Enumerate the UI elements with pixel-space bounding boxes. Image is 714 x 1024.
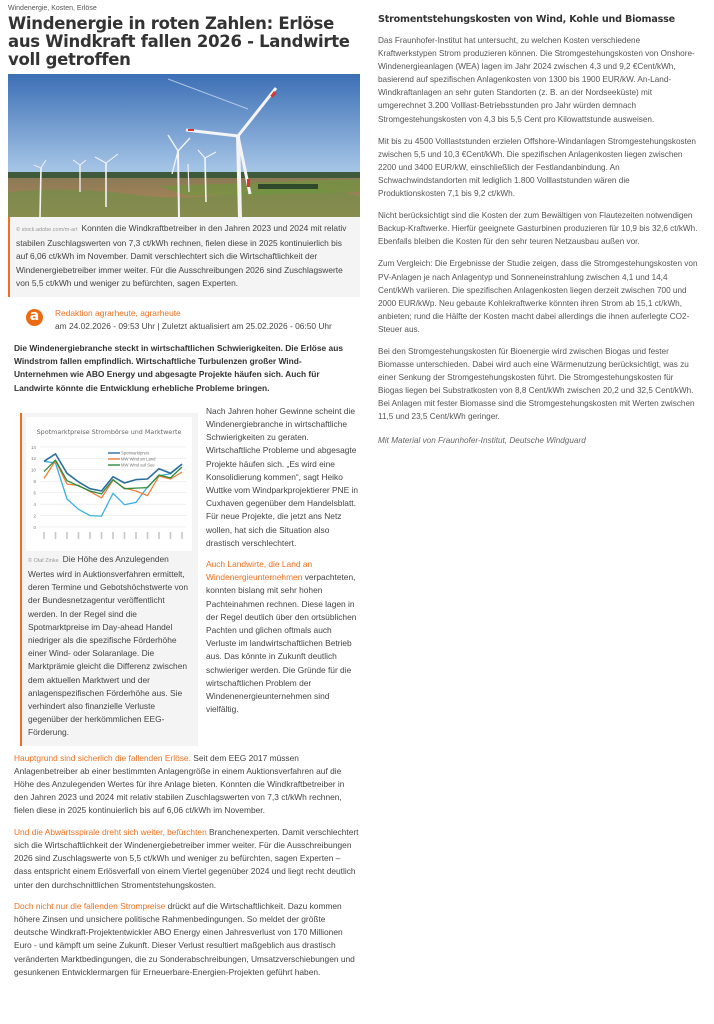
- y-tick-label: 0: [33, 524, 36, 530]
- article-lead: Die Windenergiebranche steckt in wirtschaftlichen Schwierigkeiten. Die Erlöse aus Windstrom fallen empfindlich. Wirtschaftliche Turbulenzen großer Wind-Unternehmen wie ABO Energy und abgesagte Projekte häufen sich. Auch für Landwirte könnte die Entwicklung erhebliche Probleme bringen.: [14, 343, 343, 393]
- x-tick-label: [170, 532, 172, 539]
- paragraph-3: Hauptgrund sind sicherlich die fallenden Erlöse. Seit dem EEG 2017 müssen Anlagenbetreiber ab einer bestimmten Anlagengröße in einem Auktionsverfahren auf die Höhe des Anzulegenden Wertes für ihre Anlage bieten. Konnten die Windkraftbetreiber in den Jahren 2023 und 2024 mit relativ stabilen Zuschlagswerten von 7,3 ct/kWh rechnen, fielen diese in 2025 kontinuierlich bis auf 6,06 ct/kWh im November.: [14, 752, 345, 816]
- author-block: [26, 307, 360, 333]
- author-name-link[interactable]: Redaktion agrarheute, agrarheute: [55, 308, 181, 319]
- y-tick-label: 6: [33, 490, 36, 496]
- x-tick-label: [181, 532, 183, 539]
- info-sidebar: [378, 14, 698, 456]
- sidebar-paragraph: Nicht berücksichtigt sind die Kosten der zum Bewältigen von Flautezeiten notwendigen Backup-Kraftwerke. Hierfür geeignete Gasturbinen produzieren für 10,9 bis 32,6 ct/kWh. Ebenfalls bleiben die Kosten für den sehr teuren Netzausbau außen vor.: [378, 211, 698, 247]
- article: [8, 0, 360, 987]
- chart-credit: © Olaf Zinke: [28, 557, 59, 564]
- x-tick-label: [78, 532, 80, 539]
- x-tick-label: [101, 532, 103, 539]
- wind-farm-photo: [8, 74, 360, 217]
- sidebar-title: Stromentstehungskosten von Wind, Kohle und Biomasse: [378, 14, 675, 25]
- hero-credit: © stock.adobe.com/m-art: [16, 227, 78, 233]
- x-tick-label: [43, 532, 45, 539]
- x-tick-label: [158, 532, 160, 539]
- chart-title: Spotmarktpreise Strombörse und Marktwerte: [36, 427, 182, 436]
- publish-date: am 24.02.2026 - 09:53 Uhr | Zuletzt aktualisiert am 25.02.2026 - 06:50 Uhr: [55, 321, 332, 332]
- article-kicker: Windenergie, Kosten, Erlöse: [8, 5, 97, 12]
- y-tick-label: 4: [33, 501, 36, 507]
- sidebar-paragraph: Zum Vergleich: Die Ergebnisse der Studie zeigen, dass die Stromgestehungskosten von PV-Anlagen je nach Anlagentyp und Sonneneinstrahlung zwischen 4,1 und 14,4 Cent/kWh variieren. Die spezifischen Anlagenkosten liegen derzeit zwischen 700 und 2000 EUR/kWp. Neu gebaute Kohlekraftwerke könnten ihren Strom ab 15,1 ct/kWh, anbieten; rund die Hälfte der Kosten macht dabei allerdings die ihnen auferlegte CO2-Steuer aus.: [378, 259, 698, 334]
- highlight-link[interactable]: Doch nicht nur die fallenden Strompreise: [14, 900, 166, 911]
- sidebar-paragraph: Mit bis zu 4500 Volllaststunden erzielen Offshore-Windanlagen Stromgestehungskosten zwischen 5,5 und 10,3 €Cent/kWh. Die spezifischen Anlagenkosten liegen zwischen 2200 und 3400 EUR/kW, einschließlich der Festlandanbindung. An Schwachwindstandorten mit lediglich 1.800 Volllaststunden wären die Produktionskosten 7,1 bis 9,2 ct/kWh.: [378, 136, 696, 199]
- x-tick-label: [124, 532, 126, 539]
- highlight-link[interactable]: Und die Abwärtsspirale dreht sich weiter, befürchten: [14, 826, 207, 837]
- paragraph-5: Doch nicht nur die fallenden Strompreise drückt auf die Wirtschaftlichkeit. Dazu kommen höhere Zinsen und unsichere politische Rahmenbedingungen. So meldet der größte deutsche Windkraft-Projektentwickler ABO Energy einen Jahresverlust von 170 Millionen Euro - und kämpft um seine Zukunft. Dieser Verlust resultiert maßgeblich aus drastisch veränderten Marktbedingungen, die zu Sonderabschreibungen, Umsatzverschiebungen und gesunkenen Entwicklermargen für Erneuerbare-Energien-Projekten geführt haben.: [14, 900, 355, 977]
- article-body: [14, 405, 360, 979]
- x-tick-label: [66, 532, 68, 539]
- paragraph-1: Nach Jahren hoher Gewinne scheint die Windenergiebranche in wirtschaftliche Schwierigkeiten zu geraten. Wirtschaftliche Probleme und abgesagte Projekte häufen sich. „Es wird eine Konsolidierung kommen“, sagt Heiko Wuttke vom Windparkprojektierer PNE in Cuxhaven gegenüber dem Handelsblatt. Für neue Projekte, die jetzt ans Netz wollen, hat sich die Situation also drastisch verschlechtert.: [206, 405, 359, 548]
- price-chart: [26, 417, 192, 551]
- legend-label: Spotmarktpreis: [121, 450, 150, 456]
- hero-caption: [8, 217, 360, 297]
- highlight-link[interactable]: Auch Landwirte, die Land an Windenergieunternehmen: [206, 559, 313, 583]
- chart-caption-text: Die Höhe des Anzulegenden Wertes wird in Auktionsverfahren ermittelt, deren Termine und Gebotshöchstwerte von der Bundesnetzagentur veröffentlicht werden. In der Regel sind die Spotmarktpreise im Day-ahead Handel niedriger als die spezifische Förderhöhe einer Wind- oder Solaranlage. Die Marktprämie gleicht die Differenz zwischen dem aktuellen Marktwert und der anlagenspezifischen Förderhöhe aus. Sie verhindert also finanzielle Verluste gegenüber der herkömmlichen EEG-Förderung.: [28, 553, 188, 738]
- sidebar-paragraph: Das Fraunhofer-Institut hat untersucht, zu welchen Kosten verschiedene Kraftwerkstypen Strom produzieren können. Die Stromgestehungskosten von Onshore-Windenergieanlagen (WEA) lagen im Jahr 2024 zwischen 4,3 und 9,2 €Cent/kWh, basierend auf spezifischen Anlagenkosten von 1300 bis 1900 EUR/kW. An-Land-Windkraftanlagen an sehr guten Standorten (z. B. an der Nordseeküste) mit umgerechnet 3.200 Volllast-Betriebsstunden pro Jahr würden demnach Stromgestehungskosten von 4,3 bis 5,5 Cent pro Kilowattstunde ausweisen.: [378, 36, 695, 124]
- chart-box: [20, 413, 198, 746]
- sidebar-source: Mit Material von Fraunhofer-Institut, Deutsche Windguard: [378, 435, 586, 445]
- x-tick-label: [147, 532, 149, 539]
- chart-caption: [22, 551, 198, 740]
- highlight-link[interactable]: Hauptgrund sind sicherlich die fallenden Erlöse.: [14, 752, 191, 763]
- legend-label: MW Wind auf See: [121, 462, 155, 468]
- article-title: Windenergie in roten Zahlen: Erlöse aus Windkraft fallen 2026 - Landwirte voll getroffen: [8, 14, 350, 69]
- y-tick-label: 8: [33, 478, 36, 484]
- hero-image: [8, 74, 360, 217]
- hero-caption-text: Konnten die Windkraftbetreiber in den Jahren 2023 und 2024 mit relativ stabilen Zuschlagswerten von 7,3 ct/kWh rechnen, fielen diese in 2025 kontinuierlich bis auf 6,06 ct/kWh im November. Damit verschlechtert sich die Wirtschaftlichkeit der Windenergiebetreiber immer weiter. Für die Ausschreibungen 2026 sind Zuschlagswerte von 5,5 ct/kWh und weniger zu befürchten, sagen Experten.: [16, 223, 347, 288]
- author-avatar: a: [26, 309, 43, 326]
- x-tick-label: [112, 532, 114, 539]
- y-tick-label: 12: [31, 456, 36, 462]
- x-tick-label: [135, 532, 137, 539]
- y-tick-label: 14: [31, 444, 36, 450]
- sidebar-paragraph: Bei den Stromgestehungskosten für Bioenergie wird zwischen Biogas und fester Biomasse unterschieden. Dabei wird auch eine Wärmenutzung berücksichtigt, was zu einer Senkung der Stromgestehungskosten führt. Die Stromgestehungskosten für Biogas liegen bei Substratkosten von 8,8 Cent/kWh zwischen 20,2 und 32,5 Cent/kWh. Bei Anlagen mit fester Biomasse sind die Stromgestehungskosten mit Werten zwischen 11,5 und 23,5 Cent/kWh geringer.: [378, 346, 695, 422]
- paragraph-2: Auch Landwirte, die Land an Windenergieunternehmen verpachteten, konnten bislang mit sehr hohen Pachteinahmen rechnen. Diese lagen in der Regel deutlich über den ortsüblichen Pachten und glichen oftmals auch Verluste im landwirtschaftlichen Betrieb aus. Das könnte in Zukunft deutlich schwieriger werden. Die Gründe für die wirtschaftlichen Problem der Windenenergieunternehmen sind vielfältig.: [206, 559, 357, 715]
- paragraph-4: Und die Abwärtsspirale dreht sich weiter, befürchten Branchenexperten. Damit verschlechtert sich die Wirtschaftlichkeit der Windenergiebetreiber immer weiter. Für die Ausschreibungen 2026 sind Zuschlagswerte von 5,5 ct/kWh und weniger zu befürchten, sagen Experten – dass entspricht einem Erlösverfall von einem Viertel gegenüber 2024 und liegt recht deutlich unter den durchschnittlichen Stromentstehungskosten.: [14, 826, 359, 890]
- x-tick-label: [55, 532, 57, 539]
- y-tick-label: 2: [33, 513, 36, 519]
- legend-label: MW Wind an Land: [121, 456, 156, 462]
- y-tick-label: 10: [31, 467, 36, 473]
- x-tick-label: [89, 532, 91, 539]
